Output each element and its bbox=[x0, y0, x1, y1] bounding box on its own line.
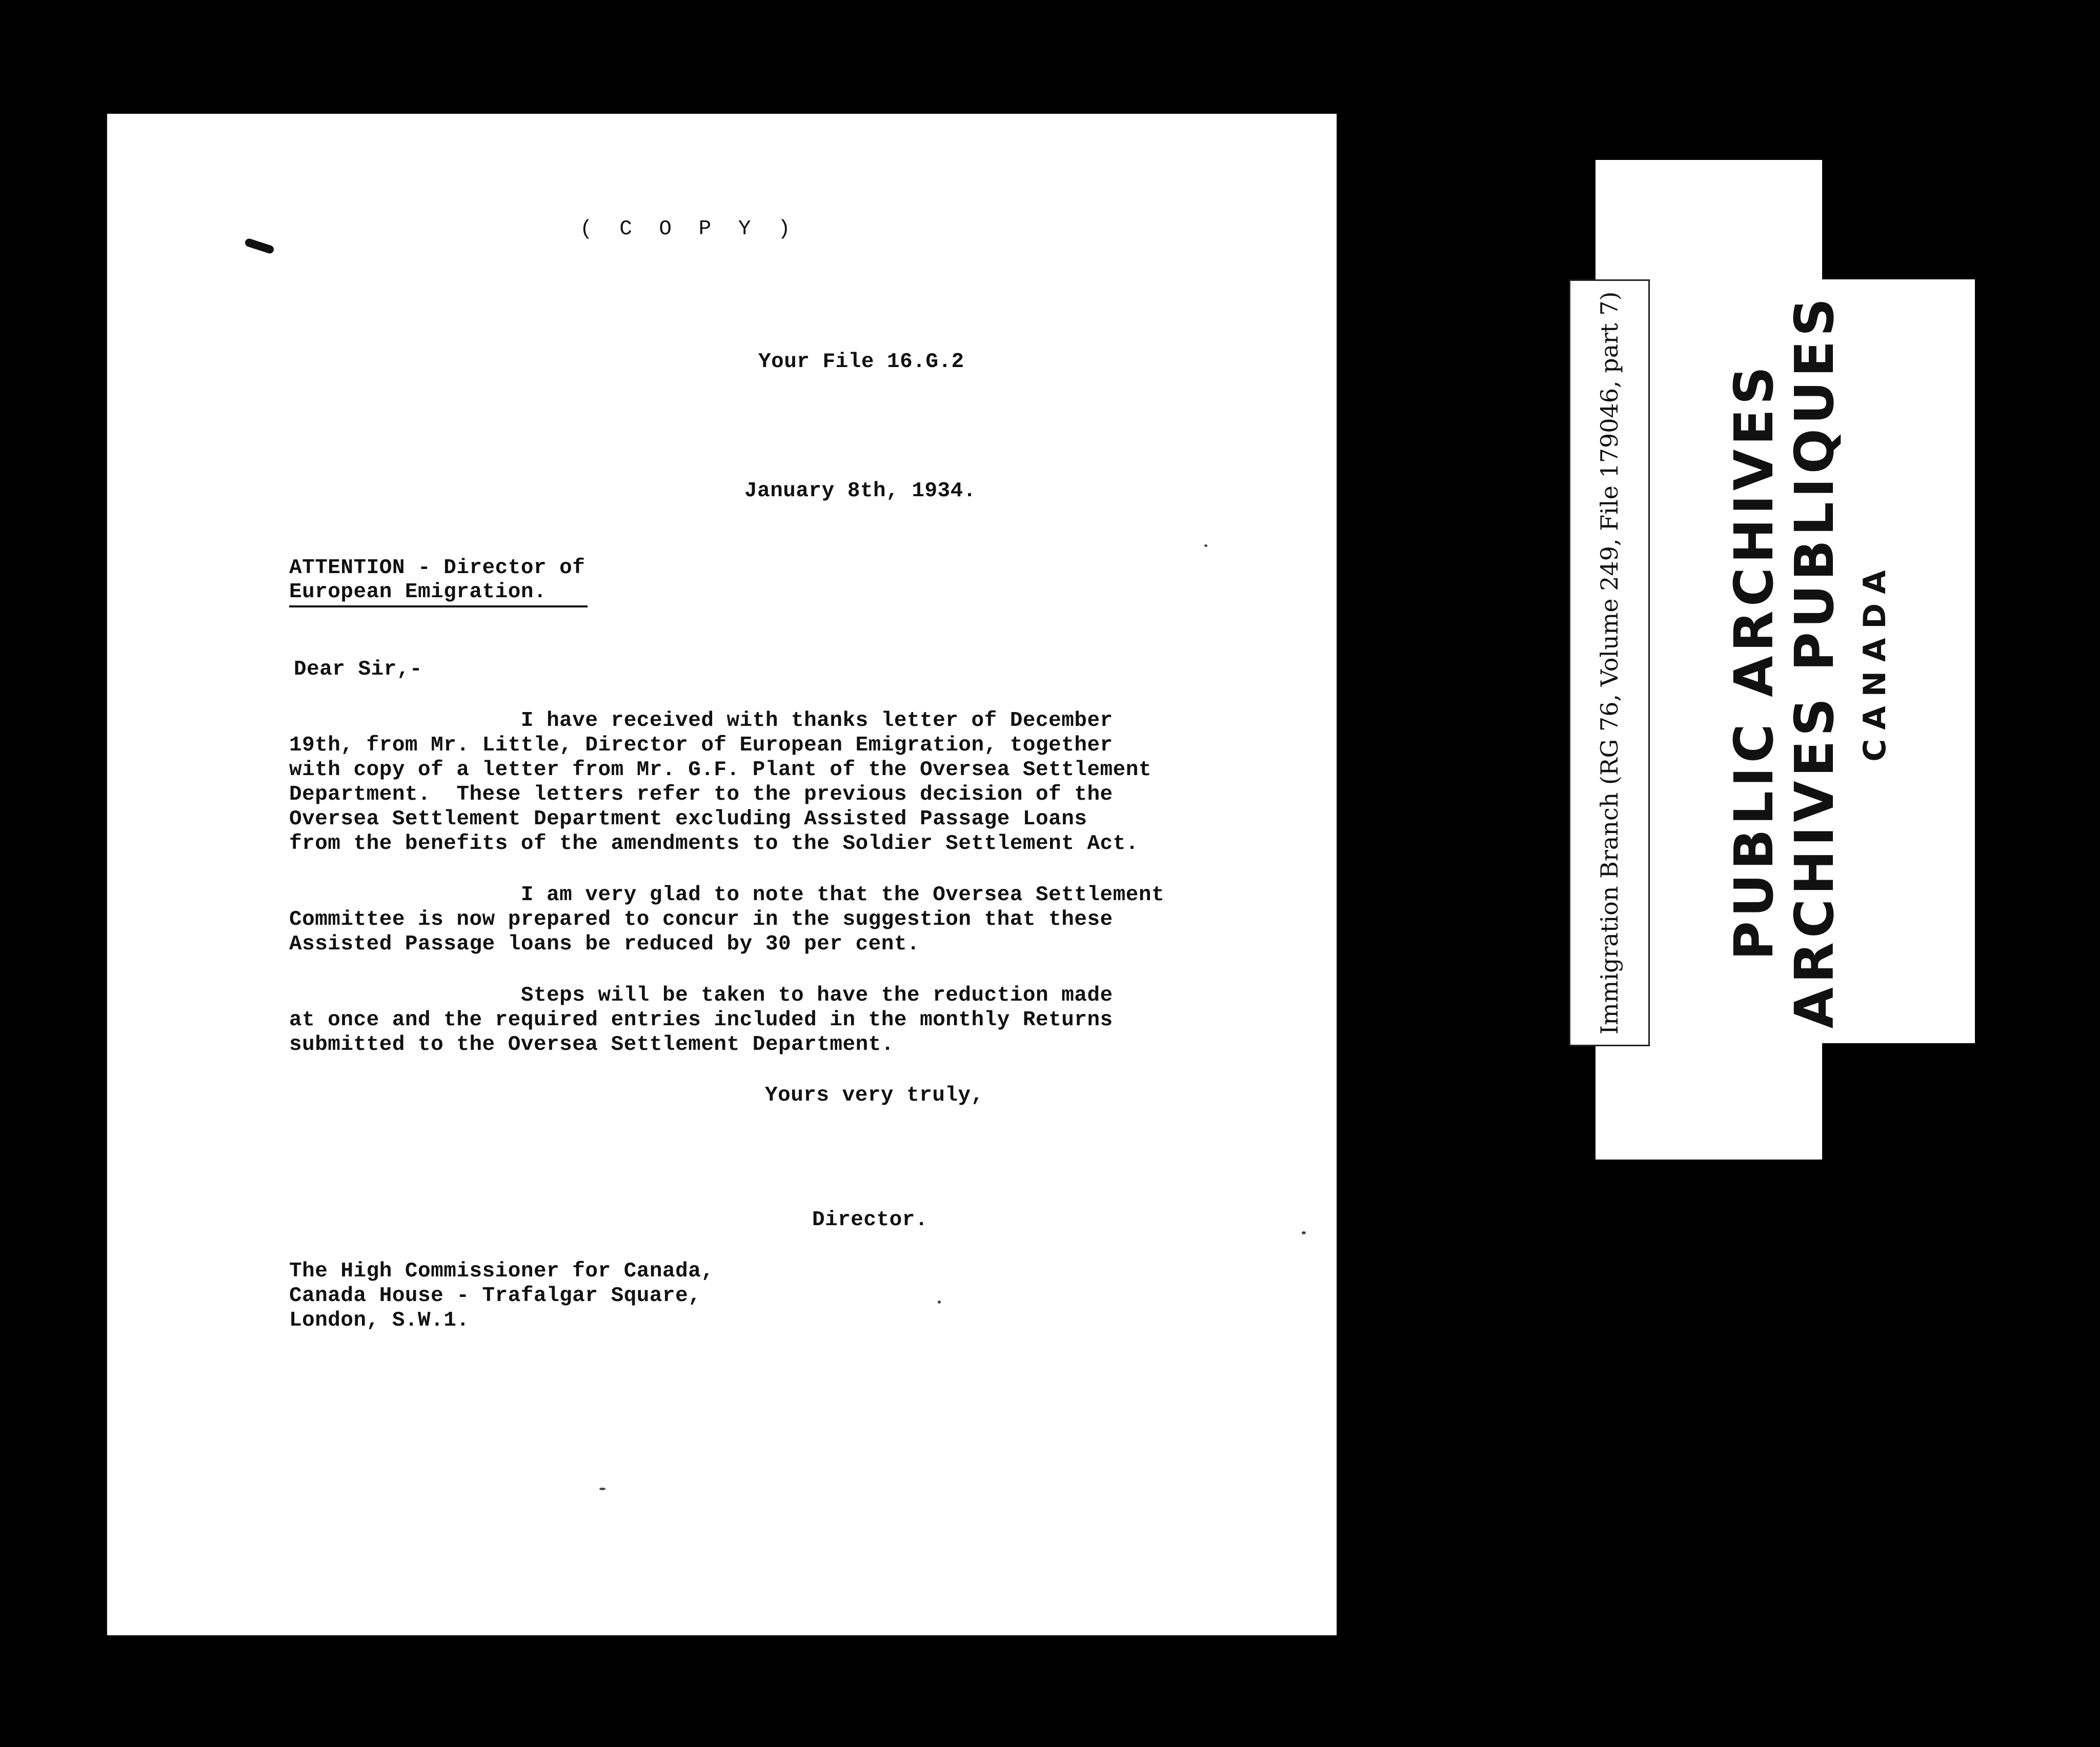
paragraph-line: at once and the required entries included in the monthly Returns bbox=[289, 1008, 1113, 1032]
copy-heading: ( C O P Y ) bbox=[580, 217, 798, 241]
attention-department: European Emigration. bbox=[289, 580, 588, 607]
paragraph-line: I am very glad to note that the Oversea Settlement bbox=[289, 883, 1165, 907]
stamp-line-archives-publiques: ARCHIVES PUBLIQUES bbox=[1783, 294, 1846, 1029]
paragraph-line: Department. These letters refer to the previous decision of the bbox=[289, 783, 1113, 806]
archive-stamp bbox=[1647, 279, 1975, 1043]
address-line: London, S.W.1. bbox=[289, 1309, 470, 1332]
stamp-tab-bottom bbox=[1596, 1041, 1822, 1160]
paragraph-line: Oversea Settlement Department excluding Assisted Passage Loans bbox=[289, 807, 1087, 831]
salutation: Dear Sir,- bbox=[294, 658, 423, 681]
archive-reference-text: Immigration Branch (RG 76, Volume 249, File 179046, part 7) bbox=[1596, 291, 1623, 1034]
paragraph-line: submitted to the Oversea Settlement Department. bbox=[289, 1033, 894, 1057]
stamp-line-canada: CANADA bbox=[1857, 561, 1893, 762]
speck bbox=[599, 1488, 605, 1490]
body-paragraph-3 bbox=[289, 983, 1113, 1057]
stamp-line-public-archives: PUBLIC ARCHIVES bbox=[1723, 362, 1785, 961]
signature-title: Director. bbox=[812, 1208, 928, 1232]
archive-reference-label bbox=[1569, 279, 1650, 1046]
recipient-address bbox=[289, 1259, 714, 1333]
address-line: Canada House - Trafalgar Square, bbox=[289, 1284, 701, 1308]
letter-date: January 8th, 1934. bbox=[744, 479, 976, 503]
file-reference: Your File 16.G.2 bbox=[758, 350, 964, 374]
speck bbox=[1302, 1231, 1306, 1234]
paragraph-line: with copy of a letter from Mr. G.F. Plant of the Oversea Settlement bbox=[289, 758, 1152, 782]
ink-mark bbox=[244, 237, 275, 254]
body-paragraph-1 bbox=[289, 708, 1152, 856]
archive-stamp-text bbox=[1647, 279, 1975, 1043]
paragraph-line: Committee is now prepared to concur in the suggestion that these bbox=[289, 908, 1113, 931]
paragraph-line: Assisted Passage loans be reduced by 30 per cent. bbox=[289, 932, 920, 956]
address-line: The High Commissioner for Canada, bbox=[289, 1260, 714, 1283]
paragraph-line: Steps will be taken to have the reduction made bbox=[289, 984, 1113, 1007]
paragraph-line: 19th, from Mr. Little, Director of European Emigration, together bbox=[289, 734, 1113, 757]
paragraph-line: from the benefits of the amendments to the Soldier Settlement Act. bbox=[289, 832, 1139, 856]
body-paragraph-2 bbox=[289, 883, 1164, 957]
paragraph-line: I have received with thanks letter of December bbox=[289, 709, 1113, 733]
stamp-tab-top bbox=[1596, 160, 1822, 283]
attention-line: ATTENTION - Director of bbox=[289, 556, 585, 580]
closing: Yours very truly, bbox=[765, 1084, 984, 1107]
speck bbox=[938, 1301, 941, 1304]
letter-page bbox=[107, 114, 1337, 1635]
speck bbox=[1204, 544, 1207, 547]
